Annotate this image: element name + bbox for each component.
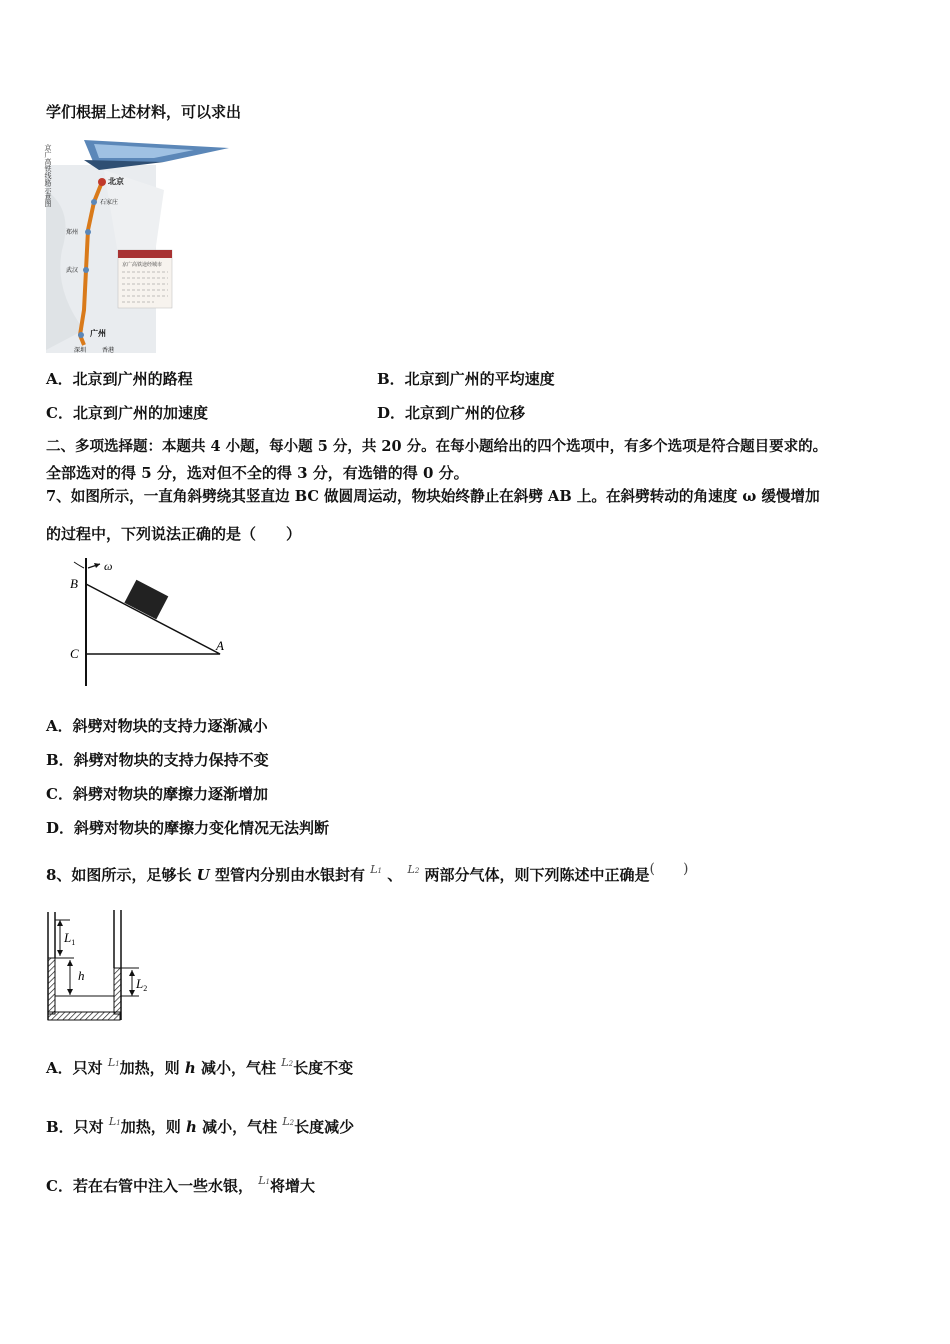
q8-option-b: B．只对 $^{L1}$加热，则 h 减小，气柱 $^{L2}$长度减少 (46, 1115, 355, 1136)
q8-stem: 8、如图所示，足够长 U 型管内分别由水银封有 $^{L1}$ 、 $^{L2}$ 两部分气体，则下列陈述中正确是( ) (46, 861, 689, 884)
q7-stem-line1: 7、如图所示，一直角斜劈绕其竖直边 BC 做圆周运动，物块始终静止在斜劈 AB 上。在斜劈转动的角速度 ω 缓慢增加 (46, 488, 820, 505)
city-label: 石家庄 (100, 200, 119, 206)
point-a-label: A (216, 638, 224, 653)
rail-map-figure (44, 130, 234, 358)
section2-line1: 二、多项选择题：本题共 4 小题，每小题 5 分，共 20 分。在每小题给出的四个选项中，有多个选项是符合题目要求的。 (46, 438, 828, 455)
city-legend-box (118, 250, 172, 308)
q7-option-a: A．斜劈对物块的支持力逐渐减小 (46, 717, 268, 735)
q8-option-a: A．只对 $^{L1}$加热，则 h 减小，气柱 $^{L2}$长度不变 (46, 1056, 354, 1077)
l2-symbol: L2 (281, 1056, 294, 1069)
city-label: 北京 (108, 177, 124, 186)
l1-symbol: L1 (258, 1174, 270, 1187)
l2-symbol: L2 (407, 863, 420, 876)
q7-option-b: B．斜劈对物块的支持力保持不变 (46, 751, 269, 769)
q7-stem-line2: 的过程中，下列说法正确的是（ ） (46, 525, 302, 543)
city-label: 香港 (102, 348, 115, 354)
l2-symbol: L2 (282, 1115, 295, 1128)
l1-symbol: L1 (370, 863, 383, 876)
q8-option-c: C．若在右管中注入一些水银， $^{L1}$将增大 (46, 1174, 315, 1195)
point-b-label: B (70, 576, 78, 591)
q6-option-c: C．北京到广州的加速度 (46, 404, 208, 422)
intro-text: 学们根据上述材料，可以求出 (46, 103, 242, 121)
q7-option-d: D．斜劈对物块的摩擦力变化情况无法判断 (46, 819, 330, 837)
h-figure-label: h (78, 968, 85, 983)
q6-option-d: D．北京到广州的位移 (377, 404, 526, 422)
l1-figure-label: $L_1$ (64, 930, 76, 947)
city-label: 郑州 (66, 230, 79, 236)
q6-option-a: A．北京到广州的路程 (46, 370, 193, 388)
q7-wedge-figure (60, 556, 240, 688)
q8-u-tube-figure (44, 908, 164, 1024)
svg-text:京广高铁途经城市: 京广高铁途经城市 (122, 263, 163, 268)
l1-symbol: L1 (108, 1115, 121, 1128)
section2-line2: 全部选对的得 5 分，选对但不全的得 3 分，有选错的得 0 分。 (46, 464, 469, 482)
city-label: 深圳 (74, 348, 87, 354)
point-c-label: C (70, 646, 79, 661)
omega-label: ω (104, 559, 113, 573)
q7-option-c: C．斜劈对物块的摩擦力逐渐增加 (46, 785, 268, 803)
l1-symbol: L1 (107, 1056, 120, 1069)
map-title: 京广高铁线路示意图 (44, 144, 52, 207)
city-label: 武汉 (66, 268, 79, 274)
q6-option-b: B．北京到广州的平均速度 (377, 370, 555, 388)
city-label: 广州 (90, 329, 106, 338)
l2-figure-label: $L_2$ (136, 976, 148, 993)
